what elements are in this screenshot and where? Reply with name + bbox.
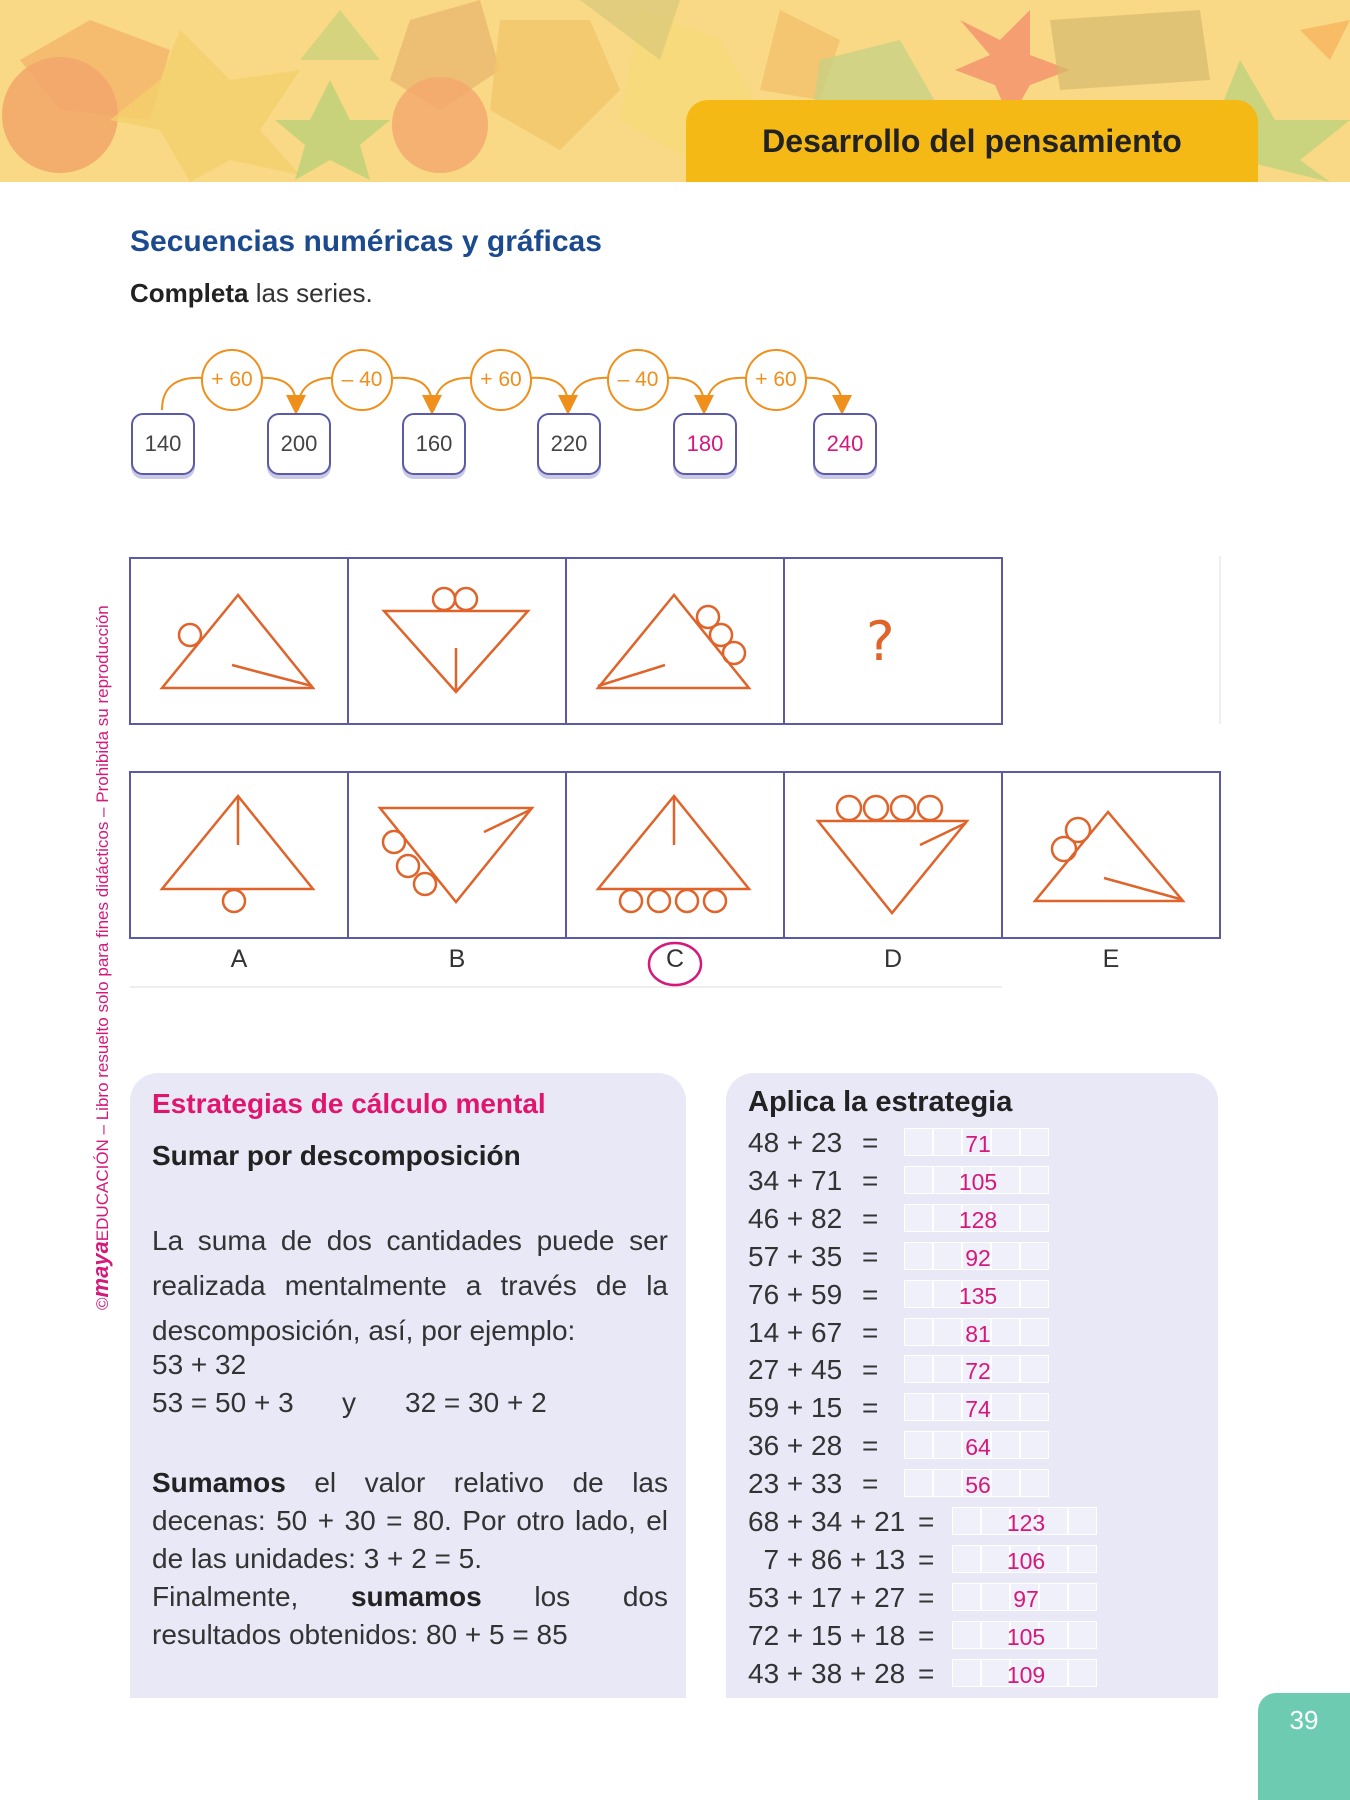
equation-row [748,1541,1218,1579]
grid-cell[interactable] [1068,1545,1097,1573]
grid-cell[interactable] [952,1545,981,1573]
strategy-title: Estrategias de cálculo mental [152,1088,546,1119]
section-tab: Desarrollo del pensamiento [686,100,1258,182]
grid-cell[interactable] [904,1204,933,1232]
sequence-answer-2: 240 [813,413,877,475]
equation-expression: 14 + 67 [748,1316,843,1348]
equation-expression: 36 + 28 [748,1430,843,1462]
strategy-paragraph: La suma de dos cantidades puede ser realizada mentalmente a través de la descomposición, así, por ejemplo: [152,1225,668,1346]
grid-cell[interactable] [904,1166,933,1194]
equation-expression: 7 + 86 + 13 [748,1543,906,1575]
equation-expression: 43 + 38 + 28 [748,1657,906,1689]
equals-sign: = [862,1354,879,1386]
triangle-3 [598,595,749,688]
grid-cell[interactable] [1020,1204,1049,1232]
strategy-subtitle: Sumar por descomposición [152,1140,521,1171]
equation-answer: 109 [1006,1661,1046,1688]
equals-sign: = [862,1392,879,1424]
equation-expression: 72 + 15 + 18 [748,1619,906,1651]
grid-cell[interactable] [904,1469,933,1497]
equation-row [748,1276,1218,1314]
page-number: 39 [1258,1693,1350,1800]
equation-answer: 64 [965,1434,991,1461]
section-title: Secuencias numéricas y gráficas [130,225,602,258]
equation-row [748,1465,1218,1503]
grid-cell[interactable] [904,1318,933,1346]
sequence-answer-1: 180 [673,413,737,475]
sequence-number-1: 140 [131,413,195,475]
grid-cell[interactable] [1068,1621,1097,1649]
grid-cell[interactable] [904,1393,933,1421]
equation-answer: 105 [1006,1623,1046,1650]
example-decomp-a: 53 = 50 + 3 [152,1387,294,1418]
option-label-b[interactable]: B [448,945,466,973]
equals-sign: = [918,1506,935,1537]
grid-cell[interactable] [1020,1128,1049,1156]
grid-cell[interactable] [904,1431,933,1459]
equals-sign: = [862,1240,879,1272]
equation-answer: 97 [1013,1585,1039,1612]
equation-expression: 68 + 34 + 21 [748,1506,906,1537]
equation-row [748,1427,1218,1465]
grid-cell[interactable] [1020,1393,1049,1421]
sequence-number-4: 220 [537,413,601,475]
equation-answer: 128 [958,1206,998,1233]
equation-expression: 57 + 35 [748,1240,843,1272]
grid-cell[interactable] [1068,1583,1097,1611]
equation-expression: 27 + 45 [748,1354,843,1386]
brand-logo: maya [88,1241,113,1298]
grid-cell[interactable] [1020,1469,1049,1497]
equation-answer: 123 [1006,1510,1046,1536]
grid-cell[interactable] [904,1355,933,1383]
equation-expression: 23 + 33 [748,1468,843,1500]
explanation-part-1: el valor relativo de las decenas: 50 + 30 = 80. Por otro lado, el de las unidades: 3 + 2 = 5. [152,1467,668,1574]
option-label-d[interactable]: D [883,945,903,973]
triangle-1 [162,595,313,688]
strategy-explanation [152,1464,668,1654]
equation-answer: 71 [965,1131,991,1157]
equation-answer: 135 [958,1282,998,1309]
equation-row [748,1503,1218,1541]
grid-cell[interactable] [1068,1507,1097,1535]
operation-3: + 60 [470,349,532,411]
equation-answer: 72 [965,1358,991,1385]
bold-sumamos-2: sumamos [350,1581,482,1612]
equation-answer: 106 [1006,1547,1046,1574]
operation-2: – 40 [331,349,393,411]
copyright-symbol: © [93,1297,112,1310]
bold-sumamos-1: Sumamos [152,1467,286,1498]
apply-title: Aplica la estrategia [748,1086,1013,1118]
equals-sign: = [862,1202,879,1234]
equals-sign: = [918,1657,935,1689]
example-sum: 53 + 32 [152,1349,247,1380]
option-d-triangle [818,821,967,913]
grid-cell[interactable] [1020,1166,1049,1194]
equation-answer: 74 [965,1396,991,1423]
operation-4: – 40 [607,349,669,411]
equation-expression: 76 + 59 [748,1278,843,1310]
explanation-part-2: Finalmente, [152,1581,351,1612]
grid-cell[interactable] [952,1621,981,1649]
equation-row [748,1200,1218,1238]
copyright-text: EDUCACIÓN – Libro resuelto solo para fines didácticos – Prohibida su reproducción [93,605,112,1242]
example-decomp-b: 32 = 30 + 2 [405,1387,547,1418]
missing-figure-mark: ? [866,610,895,673]
equals-sign: = [862,1164,879,1196]
equation-row [748,1314,1218,1352]
equation-answer: 56 [965,1472,991,1499]
option-label-a[interactable]: A [230,945,248,973]
equals-sign: = [918,1619,935,1651]
grid-cell[interactable] [1020,1318,1049,1346]
grid-cell[interactable] [1020,1431,1049,1459]
operation-5: + 60 [745,349,807,411]
equation-row [748,1389,1218,1427]
equation-row [748,1617,1218,1655]
equals-sign: = [918,1543,935,1575]
grid-cell[interactable] [1068,1659,1097,1687]
equals-sign: = [918,1581,935,1613]
equation-row [748,1124,1218,1162]
grid-cell[interactable] [1020,1280,1049,1308]
sequence-number-2: 200 [267,413,331,475]
equation-expression: 53 + 17 + 27 [748,1581,906,1613]
instruction-rest: las series. [248,278,373,308]
grid-cell[interactable] [1020,1242,1049,1270]
option-label-c[interactable]: C [665,945,685,973]
explanation-part-3: los dos resultados obtenidos: 80 + 5 = 85 [152,1581,669,1650]
option-e-triangle [1035,812,1183,901]
equation-answer: 105 [958,1168,998,1195]
equals-sign: = [862,1127,879,1158]
equation-expression: 48 + 23 [748,1127,843,1158]
grid-cell[interactable] [952,1659,981,1687]
instruction-verb: Completa [130,278,249,308]
example-y: y [342,1387,356,1418]
grid-cell[interactable] [952,1507,981,1535]
equals-sign: = [862,1430,879,1462]
equation-row [748,1162,1218,1200]
equation-row [748,1238,1218,1276]
equation-expression: 34 + 71 [748,1164,843,1196]
grid-cell[interactable] [904,1242,933,1270]
grid-cell[interactable] [1020,1355,1049,1383]
operation-1: + 60 [201,349,263,411]
grid-cell[interactable] [904,1280,933,1308]
option-label-e[interactable]: E [1102,945,1120,973]
equals-sign: = [862,1468,879,1500]
equation-row [748,1351,1218,1389]
equation-expression: 46 + 82 [748,1202,843,1234]
equation-row [748,1579,1218,1617]
equals-sign: = [862,1316,879,1348]
equation-expression: 59 + 15 [748,1392,843,1424]
equals-sign: = [862,1278,879,1310]
grid-cell[interactable] [904,1128,933,1156]
equation-row [748,1655,1218,1693]
sequence-number-3: 160 [402,413,466,475]
equation-answer: 81 [965,1320,991,1347]
equation-answer: 92 [965,1244,991,1271]
grid-cell[interactable] [952,1583,981,1611]
